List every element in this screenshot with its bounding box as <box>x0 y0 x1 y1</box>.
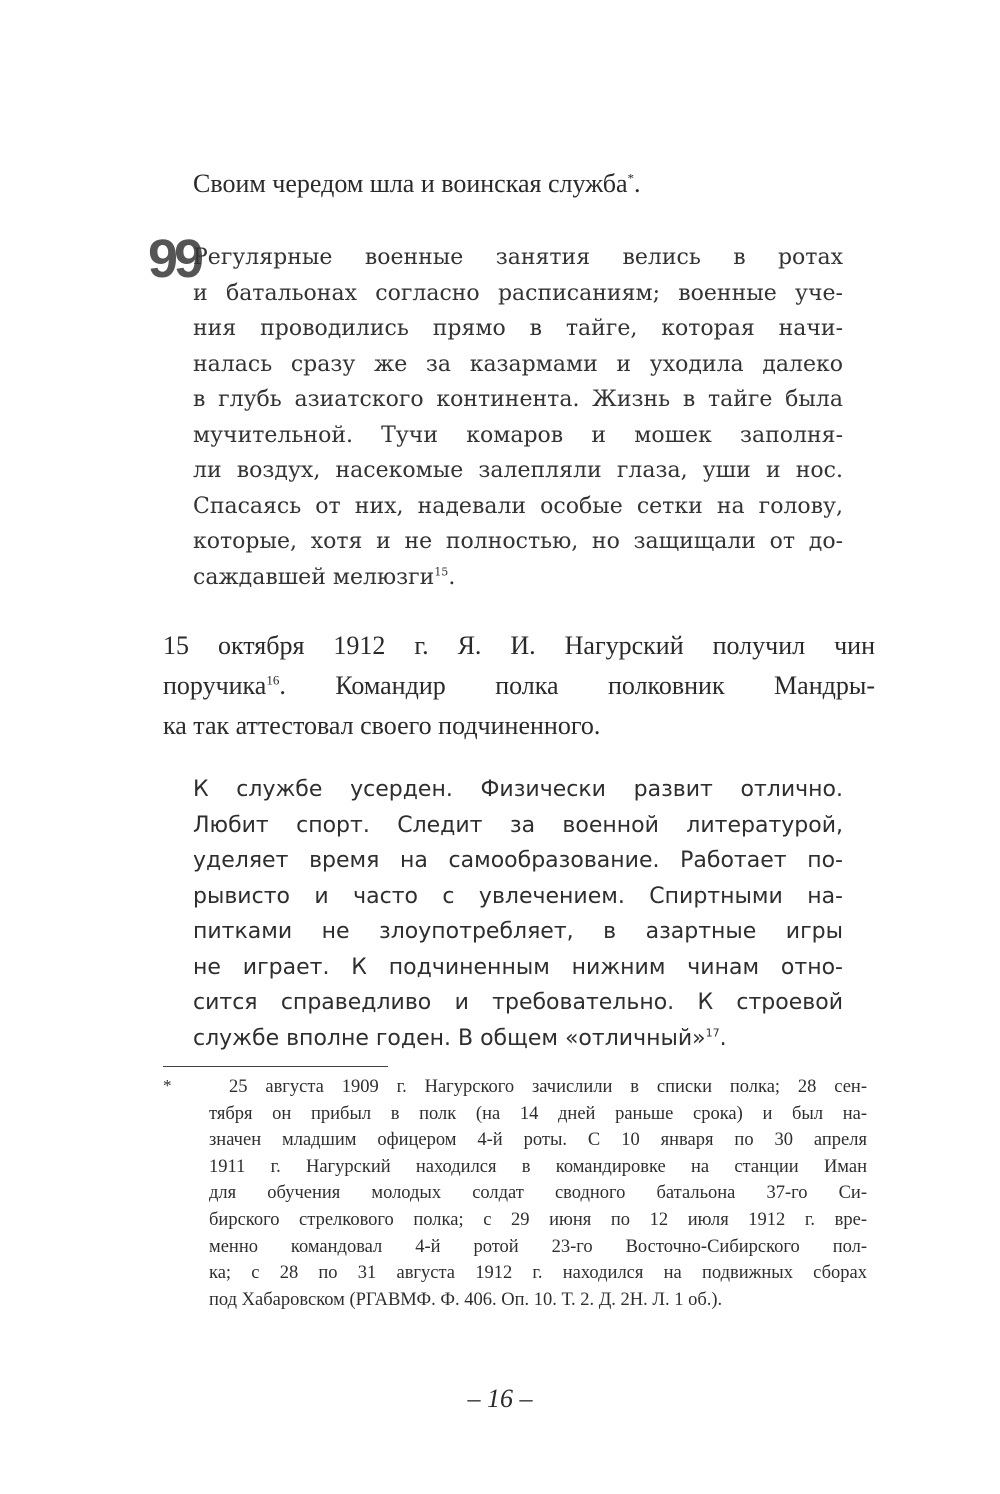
attestation-line: К службе усерден. Физически развит отлично. <box>193 777 843 802</box>
attestation-line: питками не злоупотребляет, в азартные игры <box>193 919 843 944</box>
quote-line: и батальонах согласно расписаниям; военные уче- <box>193 280 843 306</box>
main-paragraph <box>163 626 875 746</box>
footnote-reference-17[interactable]: 17 <box>705 1026 720 1040</box>
attestation-line: не играет. К подчиненным нижним чинам отно- <box>193 954 843 980</box>
quote-line: ли воздух, насекомые залепляли глаза, уши и нос. <box>193 458 843 483</box>
quote-last-text: саждавшей мелюзги <box>193 564 435 590</box>
footnote-divider <box>163 1066 388 1067</box>
attestation-last-line <box>193 1021 843 1057</box>
attestation-line: уделяет время на самообразование. Работает по- <box>193 848 843 873</box>
footnote <box>209 1074 867 1313</box>
paragraph-line: ка так аттестовал своего подчиненного. <box>163 711 601 740</box>
quote-line: которые, хотя и не полностью, но защищали от до- <box>193 529 843 554</box>
footnote-line: 1911 г. Нагурский находился в командировке на станции Иман <box>209 1156 867 1177</box>
footnote-line: для обучения молодых солдат сводного батальона 37-го Си- <box>209 1183 867 1204</box>
attestation-line: Любит спорт. Следит за военной литературой, <box>193 812 843 838</box>
quote-last-line <box>193 560 843 596</box>
footnote-reference-15[interactable]: 15 <box>434 565 449 579</box>
quote-line: в глубь азиатского континента. Жизнь в тайге была <box>193 387 843 412</box>
footnote-reference-asterisk[interactable]: * <box>627 170 635 186</box>
footnote-last-line: под Хабаровском (РГАВМФ. Ф. 406. Оп. 10. Т. 2. Д. 2Н. Л. 1 об.). <box>209 1289 723 1310</box>
footnote-line: тября он прибыл в полк (на 14 дней раньше срока) и был на- <box>209 1103 867 1124</box>
attestation-last-end: . <box>719 1025 727 1051</box>
paragraph-line <box>163 666 875 706</box>
quote-line: ния проводились прямо в тайге, которая начи- <box>193 316 843 341</box>
intro-text: Своим чередом шла и воинская служба <box>193 169 628 198</box>
footnote-marker: * <box>163 1076 172 1095</box>
footnote-line: 25 августа 1909 г. Нагурского зачислили в списки полка; 28 сен- <box>229 1077 867 1097</box>
intro-end: . <box>634 169 641 198</box>
attestation-last-text: службе вполне годен. В общем «отличный» <box>193 1025 706 1051</box>
footnote-line: ка; с 28 по 31 августа 1912 г. находился на подвижных сборах <box>209 1263 867 1284</box>
footnote-reference-16[interactable]: 16 <box>266 672 280 688</box>
paragraph-line: 15 октября 1912 г. Я. И. Нагурский получил чин <box>163 631 875 660</box>
quote-line: Регулярные военные занятия велись в ротах <box>193 245 843 270</box>
quote-line: мучительной. Тучи комаров и мошек заполня- <box>193 422 843 448</box>
intro-sentence <box>193 164 641 204</box>
quote-line: Спасаясь от них, надевали особые сетки на голову, <box>193 493 843 519</box>
footnote-line: значен младшим офицером 4-й роты. С 10 января по 30 апреля <box>209 1130 867 1151</box>
attestation-line: рывисто и часто с увлечением. Спиртными на- <box>193 883 843 909</box>
paragraph-text: поручика <box>163 671 267 700</box>
attestation-quote <box>193 772 843 1056</box>
page-number: – 16 – <box>467 1384 533 1413</box>
quotation-mark-icon: 99 <box>148 229 201 289</box>
quote-line: налась сразу же за казармами и уходила далеко <box>193 351 843 377</box>
footnote-line: менно командовал 4-й ротой 23-го Восточно-Сибирского пол- <box>209 1236 867 1257</box>
quote-last-end: . <box>448 564 456 590</box>
footnote-line: бирского стрелкового полка; с 29 июня по 12 июля 1912 г. вре- <box>209 1209 867 1230</box>
quote-block <box>193 240 843 595</box>
attestation-line: сится справедливо и требовательно. К строевой <box>193 990 843 1015</box>
paragraph-text: . Командир полка полковник Мандры- <box>279 671 875 700</box>
